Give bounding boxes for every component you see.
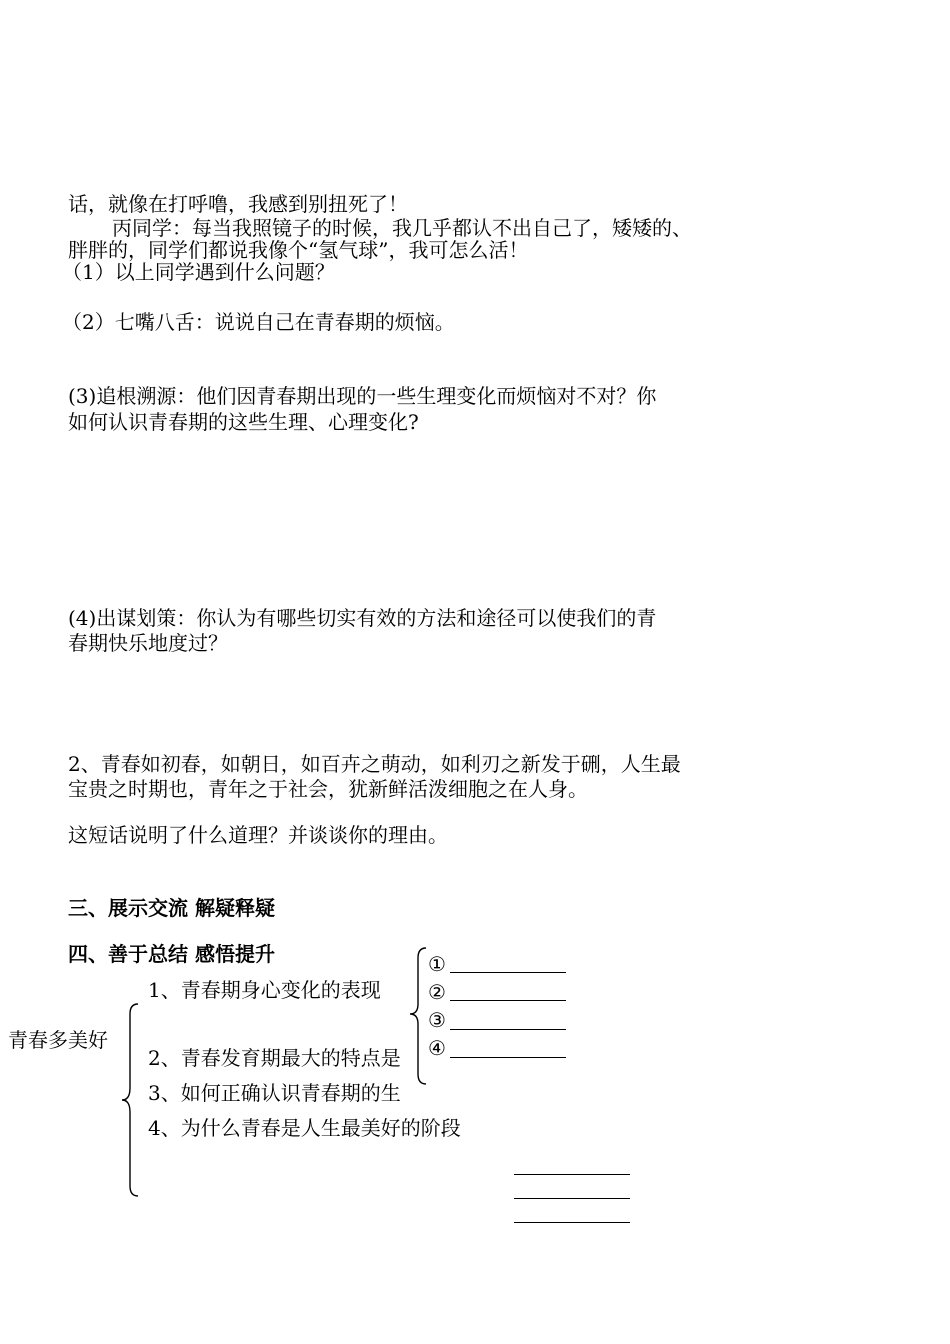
question-4-line-2: 春期快乐地度过？ [68, 631, 228, 655]
section-4-heading: 四、善于总结 感悟提升 [68, 942, 275, 966]
blank-line-6 [514, 1198, 630, 1199]
quote-line-1: 2、青春如初春，如朝日，如百卉之萌动，如利刃之新发于硎，人生最 [68, 752, 681, 776]
quote-prompt: 这短话说明了什么道理？并谈谈你的理由。 [68, 823, 448, 847]
summary-item-2: 2、青春发育期最大的特点是 [148, 1046, 401, 1070]
sub-marker-4: ④ [428, 1036, 446, 1060]
sub-marker-1: ① [428, 952, 446, 976]
question-4-line-1: (4)出谋划策：你认为有哪些切实有效的方法和途径可以使我们的青 [68, 606, 657, 630]
quote-line-2: 宝贵之时期也，青年之于社会，犹新鲜活泼细胞之在人身。 [68, 777, 588, 801]
summary-item-1: 1、青春期身心变化的表现 [148, 978, 381, 1002]
blank-line-2 [450, 1000, 566, 1001]
left-brace-icon [118, 1002, 142, 1198]
question-2: （2）七嘴八舌：说说自己在青春期的烦恼。 [62, 310, 455, 334]
summary-item-4: 4、为什么青春是人生最美好的阶段 [148, 1116, 461, 1140]
summary-item-3: 3、如何正确认识青春期的生 [148, 1081, 401, 1105]
blank-line-7 [514, 1222, 630, 1223]
sub-marker-2: ② [428, 980, 446, 1004]
question-3-line-2: 如何认识青春期的这些生理、心理变化? [68, 410, 419, 434]
blank-line-4 [450, 1057, 566, 1058]
blank-line-1 [450, 972, 566, 973]
sub-marker-3: ③ [428, 1008, 446, 1032]
summary-root: 青春多美好 [8, 1028, 108, 1052]
blank-line-3 [450, 1029, 566, 1030]
intro-line-2: 丙同学：每当我照镜子的时候，我几乎都认不出自己了，矮矮的、 [112, 216, 692, 240]
right-brace-icon [406, 946, 430, 1086]
question-1: （1）以上同学遇到什么问题？ [62, 260, 335, 284]
intro-line-1: 话，就像在打呼噜，我感到别扭死了！ [68, 192, 408, 216]
question-3-line-1: (3)追根溯源：他们因青春期出现的一些生理变化而烦恼对不对？你 [68, 384, 657, 408]
intro-line-3: 胖胖的，同学们都说我像个“氢气球”，我可怎么活！ [68, 238, 529, 262]
blank-line-5 [514, 1174, 630, 1175]
section-3-heading: 三、展示交流 解疑释疑 [68, 896, 275, 920]
